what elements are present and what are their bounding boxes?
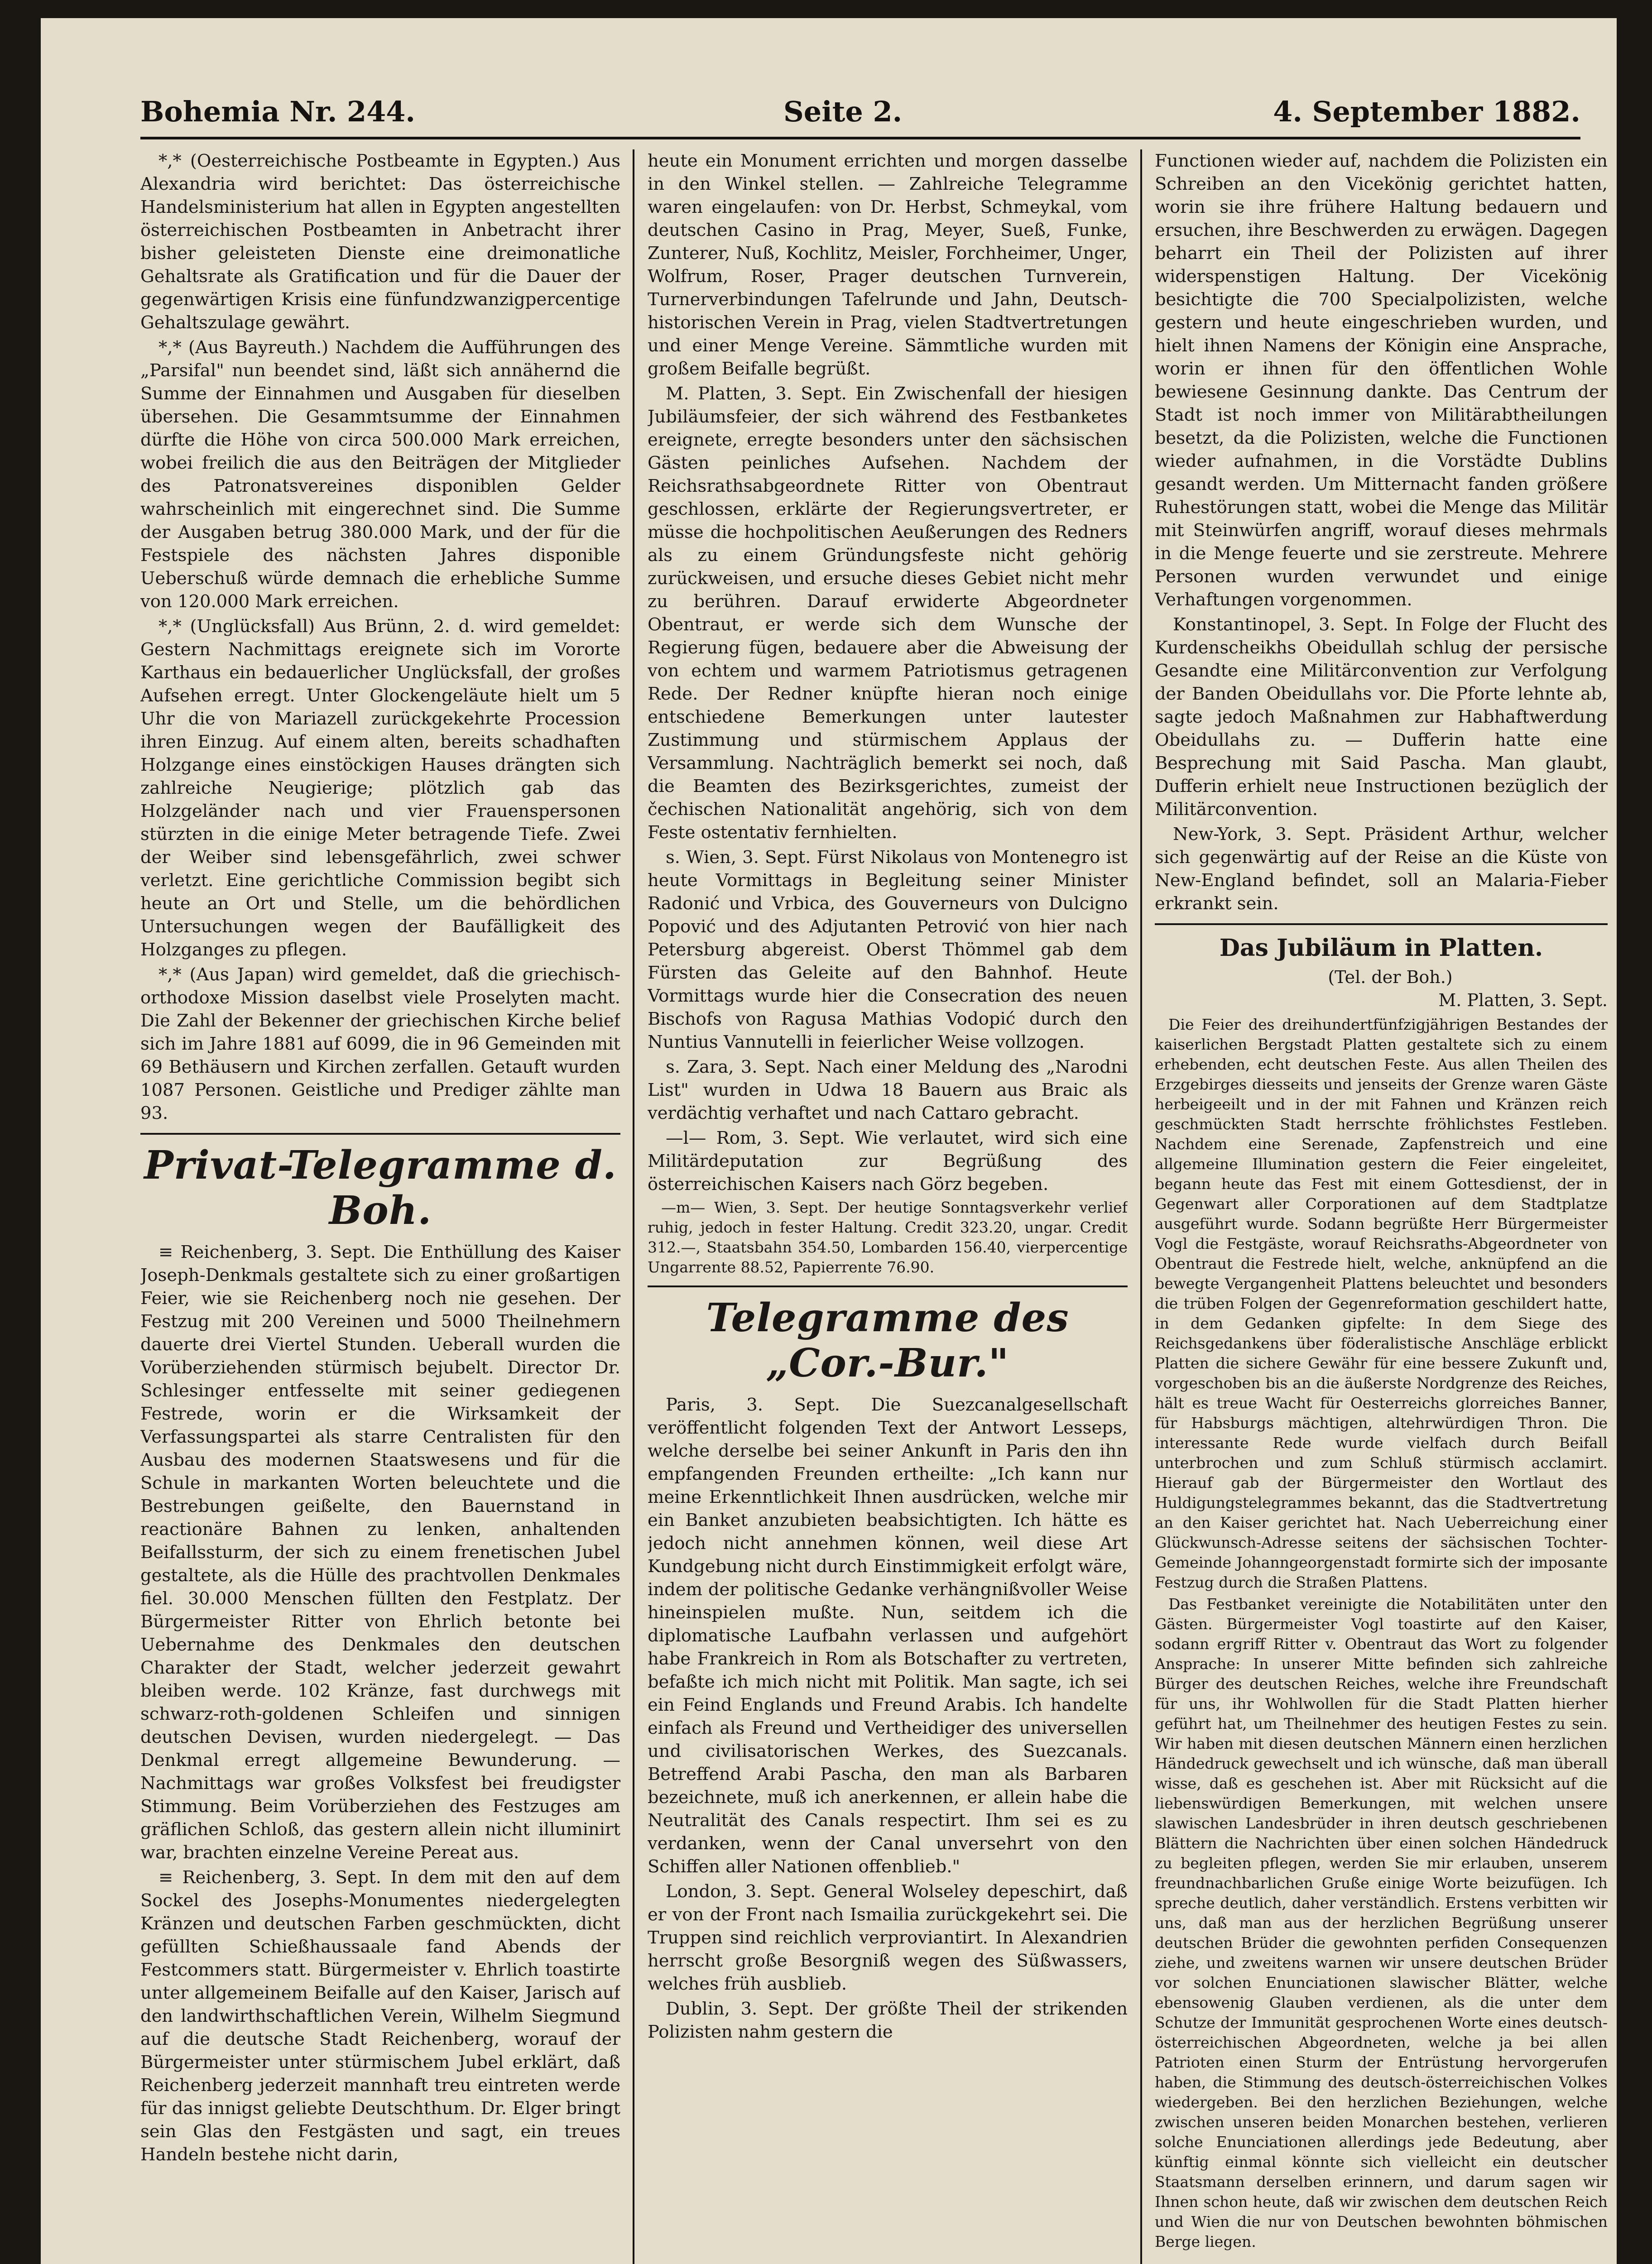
- column-rule-1: [633, 149, 634, 2264]
- telegram-wien: s. Wien, 3. Sept. Fürst Nikolaus von Montenegro ist heute Vormittags in Begleitung seiner Minister Radonić und Vrbica, des Gouverneurs von Dulcigno Popović und des Adjutanten Petrović von hier nach Petersburg abgereist. Oberst Thömmel gab dem Fürsten das Geleite auf den Bahnhof. Heute Vormittags wurde hier die Consecration des neuen Bischofs von Ragusa Mathias Vodopić durch den Nuntius Vannutelli in feierlicher Weise vollzogen.: [648, 847, 1128, 1052]
- section-dateline: M. Platten, 3. Sept.: [1438, 990, 1608, 1010]
- telegram-reichenberg-1: ≡ Reichenberg, 3. Sept. Die Enthüllung des Kaiser Joseph-Denkmals gestaltete sich zu einer großartigen Feier, wie sie Reichenberg noch nie gesehen. Der Festzug mit 200 Vereinen und 5000 Theilnehmern dauerte drei Viertel Stunden. Ueberall wurden die Vorüberziehenden stürmisch bejubelt. Director Dr. Schlesinger entfesselte mit seiner gediegenen Festrede, worin er die Wirksamkeit der Verfassungspartei als starre Centralisten für den Ausbau des modernen Staatswesens und für die Schule in markanten Worten beleuchtete und die Bestrebungen geißelte, den Bauernstand in reactionäre Bahnen zu lenken, anhaltenden Beifallssturm, der sich zu einem frenetischen Jubel gestaltete, als die Hülle des prachtvollen Denkmales fiel. 30.000 Menschen füllten den Festplatz. Der Bürgermeister Ritter von Ehrlich betonte bei Uebernahme des Denkmales den deutschen Charakter der Stadt, welcher jederzeit gewahrt bleiben werde. 102 Kränze, fast durchwegs mit schwarz-roth-goldenen Schleifen und sinnigen deutschen Devisen, wurden niedergelegt. — Das Denkmal erregt allgemeine Bewunderung. — Nachmittags war großes Volksfest bei freudigster Stimmung. Beim Vorüberziehen des Festzuges am gräflichen Schloß, das gestern allein nicht illuminirt war, brachten einzelne Vereine Pereat aus.: [140, 1242, 620, 1863]
- section-title-jubilaeum: Das Jubiläum in Platten.: [1219, 934, 1543, 962]
- telegram-rom: —l— Rom, 3. Sept. Wie verlautet, wird sich eine Militärdeputation zur Begrüßung des österreichischen Kaisers nach Görz begeben.: [648, 1128, 1128, 1194]
- boerse-report: [648, 1198, 1128, 1277]
- section-title-cor-bur: Telegramme des „Cor.-Bur.": [706, 1295, 1069, 1386]
- telegram-reichenberg-2: ≡ Reichenberg, 3. Sept. In dem mit den auf dem Sockel des Josephs-Monumentes niedergelegten Kränzen und deutschen Farben geschmückten, dicht gefüllten Schießhaussaale fand Abends der Festcommers statt. Bürgermeister v. Ehrlich toastirte unter allgemeinem Beifalle auf den Kaiser, Jarisch auf den landwirthschaftlichen Verein, Wilhelm Siegmund auf die deutsche Stadt Reichenberg, worauf der Bürgermeister unter stürmischem Jubel erklärt, daß Reichenberg jederzeit mannhaft treu eintreten werde für das innigst geliebte Deutschthum. Dr. Elger bringt sein Glas den Festgästen und sagt, ein treues Handeln bestehe nicht darin,: [140, 1867, 620, 2165]
- section-rule-3: [1155, 923, 1608, 925]
- jubilaeum-p2: Das Festbanket vereinigte die Notabilitäten unter den Gästen. Bürgermeister Vogl toastirte auf den Kaiser, sodann ergriff Ritter v. Obentraut das Wort zu folgender Ansprache: In unserer Mitte befinden sich zahlreiche Bürger des deutschen Reiches, welche ihre Freundschaft für uns, ihr Wohlwollen für die Stadt Platten hierher geführt hat, um Theilnehmer des heutigen Festes zu sein. Wir haben mit diesen deutschen Männern einen herzlichen Händedruck gewechselt und ich wünsche, daß man überall wisse, daß es geschehen ist. Aber mit Rücksicht auf die liebenswürdigen Bemerkungen, mit welchen unsere slawischen Landesbrüder in ihren deutsch geschriebenen Blättern die Nachrichten über einen solchen Händedruck zu begleiten pflegen, werden Sie mir erlauben, unserem freundnachbarlichen Gruße einige Worte beizufügen. Ich spreche deutlich, daher verständlich. Erstens verbitten wir uns, daß man aus der herzlichen Begrüßung unserer deutschen Brüder die gewohnten perfiden Consequenzen ziehe, und zweitens warnen wir unsere deutschen Brüder vor solchen Enunciationen slawischer Blätter, welche ebensowenig Glauben verdienen, als die unter dem Schutze der Immunität gesprochenen Worte eines deutsch-österreichischen Abgeordneten, welche ja bei allen Patrioten einen Sturm der Entrüstung hervorgerufen haben, die Stimmung des deutsch-österreichischen Volkes wiedergeben. Bei den herzlichen Beziehungen, welche zwischen unseren beiden Monarchen bestehen, verlieren solche Enunciationen allerdings jede Bedeutung, aber künftig einmal könnte sich vielleicht ein deutscher Staatsmann derselben erinnern, und darum sagen wir Ihnen schon heute, daß wir zwischen dem deutschen Reich und Wien die nur von Deutschen bewohnten böhmischen Berge liegen.: [1155, 1595, 1608, 2250]
- jubilaeum-p1: Die Feier des dreihundertfünfzigjährigen Bestandes der kaiserlichen Bergstadt Platten gestaltete sich zu einem erhebenden, echt deutschen Feste. Aus allen Theilen des Erzgebirges diesseits und jenseits der Grenze waren Gäste herbeigeeilt und in der mit Fahnen und Kränzen reich geschmückten Stadt herrschte fröhlichstes Festleben. Nachdem eine Serenade, Zapfenstreich und eine allgemeine Illumination gestern die Feier eingeleitet, begann heute das Fest mit einem Gottesdienst, der in Gegenwart aller Corporationen auf dem Stadtplatze ausgeführt wurde. Sodann begrüßte Herr Bürgermeister Vogl die Festgäste, worauf Reichsraths-Abgeordneter von Obentraut die Festrede hielt, welche, anknüpfend an die bewegte Vergangenheit Plattens beleuchtet und besonders die trüben Folgen der Gegenreformation geschildert hatte, in dem Gedanken gipfelte: In dem Siege des Reichsgedankens über föderalistische Anschläge erblickt Platten die sichere Gewähr für eine bessere Zukunft und, vorgeschoben bis an die äußerste Nordgrenze des Reiches, hält es treue Wacht für Oesterreichs glorreiches Banner, für Habsburgs mächtigen, altehrwürdigen Thron. Die interessante Rede wurde vielfach durch Beifall unterbrochen und zum Schluß stürmisch acclamirt. Hierauf gab der Bürgermeister den Wortlaut des Huldigungstelegrammes bekannt, das die Stadtvertretung an den Kaiser gerichtet hat. Nach Ueberreichung einer Glückwunsch-Adresse seitens der sächsischen Tochter-Gemeinde Johanngeorgenstadt formirte sich der imposante Festzug durch die Straßen Plattens.: [1155, 1016, 1608, 1591]
- telegram-konstantinopel: Konstantinopel, 3. Sept. In Folge der Flucht des Kurdenscheikhs Obeidullah schlug der persische Gesandte eine Militärconvention zur Verfolgung der Banden Obeidullahs vor. Die Pforte lehnte ab, sagte jedoch Maßnahmen zur Habhaftwerdung Obeidullahs zu. — Dufferin hatte eine Besprechung mit Said Pascha. Man glaubt, Dufferin erhielt neue Instructionen bezüglich der Militärconvention.: [1155, 614, 1608, 820]
- header-left: Bohemia Nr. 244.: [140, 95, 416, 128]
- column-3: [1155, 149, 1608, 2264]
- telegram-platten: M. Platten, 3. Sept. Ein Zwischenfall der hiesigen Jubiläumsfeier, der sich während des Festbanketes ereignete, erregte besonders unter den sächsischen Gästen peinliches Aufsehen. Nachdem der Reichsrathsabgeordnete Ritter von Obentraut geschlossen, erklärte der Regierungsvertreter, er müsse die hochpolitischen Aeußerungen des Redners als zu einem Gründungsfeste nicht gehörig zurückweisen, und ersuche dieses Gebiet nicht mehr zu berühren. Darauf erwiderte Abgeordneter Obentraut, er werde sich dem Wunsche der Regierung fügen, bedauere aber die Abweisung der von echtem und warmem Patriotismus getragenen Rede. Der Redner knüpfte hieran noch einige entschiedene Bemerkungen unter lautester Zustimmung und stürmischem Applaus der Versammlung. Nachträglich bemerkt sei noch, daß die Beamten des Bezirksgerichtes, zumeist der čechischen Nationalität angehörig, sich von dem Feste ostentativ fernhielten.: [648, 384, 1128, 843]
- section-rule-2: [648, 1285, 1128, 1287]
- column-rule-2: [1140, 149, 1142, 2264]
- telegram-new-york: New-York, 3. Sept. Präsident Arthur, welcher sich gegenwärtig auf der Reise an die Küste von New-England befindet, soll an Malaria-Fieber erkrankt sein.: [1155, 824, 1608, 914]
- column-2: [648, 149, 1128, 2264]
- telegram-dublin: Dublin, 3. Sept. Der größte Theil der strikenden Polizisten nahm gestern die: [648, 1999, 1128, 2042]
- newspaper-page: [41, 18, 1617, 2264]
- article-japan: *,* (Aus Japan) wird gemeldet, daß die griechisch-orthodoxe Mission daselbst viele Proselyten macht. Die Zahl der Bekenner der griechischen Kirche belief sich im Jahre 1881 auf 6099, die in 96 Gemeinden mit 69 Bethäusern und Kirchen zerfallen. Getauft wurden 1087 Personen. Geistliche und Prediger zählte man 93.: [140, 964, 620, 1123]
- dublin-continuation: Functionen wieder auf, nachdem die Polizisten ein Schreiben an den Vicekönig gerichtet hatten, worin sie ihre frühere Haltung bedauern und ersuchen, ihre Beschwerden zu erwägen. Dagegen beharrt ein Theil der Polizisten auf ihrer widerspenstigen Haltung. Der Vicekönig besichtigte die 700 Specialpolizisten, welche gestern und heute eingeschrieben wurden, und hielt ihnen Namens der Königin eine Ansprache, worin er ihnen für den öffentlichen Wohle bewiesene Gesinnung dankte. Das Centrum der Stadt ist noch immer von Militärabtheilungen besetzt, da die Polizisten, welche die Functionen wieder aufnahmen, in die Vorstädte Dublins gesandt werden. Um Mitternacht fanden größere Ruhestörungen statt, wobei die Menge das Militär mit Steinwürfen angriff, worauf dieses mehrmals in die Menge feuerte und sie zerstreute. Mehrere Personen wurden verwundet und einige Verhaftungen vorgenommen.: [1155, 151, 1608, 610]
- article-ungluecksfall: *,* (Unglücksfall) Aus Brünn, 2. d. wird gemeldet: Gestern Nachmittags ereignete sich im Vororte Karthaus ein bedauerlicher Unglücksfall, der großes Aufsehen erregt. Unter Glockengeläute hielt um 5 Uhr die von Mariazell zurückgekehrte Procession ihren Einzug. Auf einem alten, bereits schadhaften Holzgange eines einstöckigen Hauses drängten sich zahlreiche Neugierige; plötzlich gab das Holzgeländer nach und vier Frauenspersonen stürzten in die einige Meter betragende Tiefe. Zwei der Weiber sind lebensgefährlich, zwei schwer verletzt. Eine gerichtliche Commission begibt sich heute an Ort und Stelle, um die behördlichen Untersuchungen wegen der Baufälligkeit des Holzganges zu pflegen.: [140, 616, 620, 960]
- column-1: [140, 149, 620, 2264]
- telegram-continuation: heute ein Monument errichten und morgen dasselbe in den Winkel stellen. — Zahlreiche Telegramme waren eingelaufen: von Dr. Herbst, Schmeykal, vom deutschen Casino in Prag, Meyer, Sueß, Funke, Zunterer, Nuß, Kochlitz, Meisler, Forchheimer, Unger, Wolfrum, Roser, Prager deutschen Turnverein, Turnerverbindungen Tafelrunde und Jahn, Deutsch-historischen Verein in Prag, vielen Stadtvertretungen und einer Menge Vereine. Sämmtliche wurden mit großem Beifalle begrüßt.: [648, 151, 1128, 379]
- header-right: 4. September 1882.: [1273, 95, 1580, 128]
- header-center: Seite 2.: [783, 95, 903, 128]
- page-header: [140, 86, 1580, 136]
- section-rule: [140, 1133, 620, 1135]
- telegram-london: London, 3. Sept. General Wolseley depeschirt, daß er von der Front nach Ismailia zurückgekehrt sei. Die Truppen sind reichlich verproviantirt. In Alexandrien herrscht große Besorgniß wegen des Süßwassers, welches früh ausblieb.: [648, 1881, 1128, 1994]
- telegram-paris: Paris, 3. Sept. Die Suezcanalgesellschaft veröffentlicht folgenden Text der Antwort Lesseps, welche derselbe bei seiner Ankunft in Paris den ihn empfangenden Freunden ertheilte: „Ich kann nur meine Erkenntlichkeit Ihnen ausdrücken, welche mir ein Banket anzubieten beabsichtigten. Ich hätte es jedoch nicht annehmen können, weil diese Art Kundgebung nicht durch Einstimmigkeit erfolgt wäre, indem der politische Gedanke verhängnißvoller Weise hineinspielen mußte. Nun, seitdem ich die diplomatische Laufbahn verlassen und aufgehört habe Frankreich in Rom als Botschafter zu vertreten, befaßte ich mich nicht mit Politik. Man sagte, ich sei ein Feind Englands und Freund Arabis. Ich handelte einfach als Freund und Vertheidiger des universellen und civilisatorischen Werkes, des Suezcanals. Betreffend Arabi Pascha, den man als Barbaren bezeichnete, muß ich anerkennen, er allein habe die Neutralität des Canals respectirt. Ihm sei es zu verdanken, wenn der Canal unversehrt von den Schiffen aller Nationen offenblieb.": [648, 1395, 1128, 1877]
- article-postbeamte: *,* (Oesterreichische Postbeamte in Egypten.) Aus Alexandria wird berichtet: Das österreichische Handelsministerium hat allen in Egypten angestellten österreichischen Postbeamten in Anbetracht ihrer bisher geleisteten Dienste eine dreimonatliche Gehaltsrate als Gratification und für die Dauer der gegenwärtigen Krisis eine fünfundzwanzigpercentige Gehaltszulage gewährt.: [140, 151, 620, 333]
- section-subline: (Tel. der Boh.): [1328, 967, 1453, 987]
- article-bayreuth: *,* (Aus Bayreuth.) Nachdem die Aufführungen des „Parsifal" nun beendet sind, läßt sich annähernd die Summe der Einnahmen und Ausgaben für dieselben übersehen. Die Gesammtsumme der Einnahmen dürfte die Höhe von circa 500.000 Mark erreichen, wobei freilich die aus den Beiträgen der Mitglieder des Patronatsvereines disponiblen Gelder wahrscheinlich mit eingerechnet sind. Die Summe der Ausgaben betrug 380.000 Mark, und der für die Festspiele des nächsten Jahres disponible Ueberschuß würde demnach die erhebliche Summe von 120.000 Mark erreichen.: [140, 337, 620, 612]
- jubilaeum-report: [1155, 1015, 1608, 2252]
- section-title-privat-telegramme: Privat-Telegramme d. Boh.: [144, 1142, 617, 1233]
- boerse-text: —m— Wien, 3. Sept. Der heutige Sonntagsverkehr verlief ruhig, jedoch in fester Haltung. Credit 323.20, ungar. Credit 312.—, Staatsbahn 354.50, Lombarden 156.40, vierpercentige Ungarrente 88.52, Papierrente 76.90.: [648, 1199, 1128, 1276]
- telegram-zara: s. Zara, 3. Sept. Nach einer Meldung des „Narodni List" wurden in Udwa 18 Bauern aus Braic als verdächtig verhaftet und nach Cattaro gebracht.: [648, 1057, 1128, 1123]
- header-rule: [140, 137, 1580, 139]
